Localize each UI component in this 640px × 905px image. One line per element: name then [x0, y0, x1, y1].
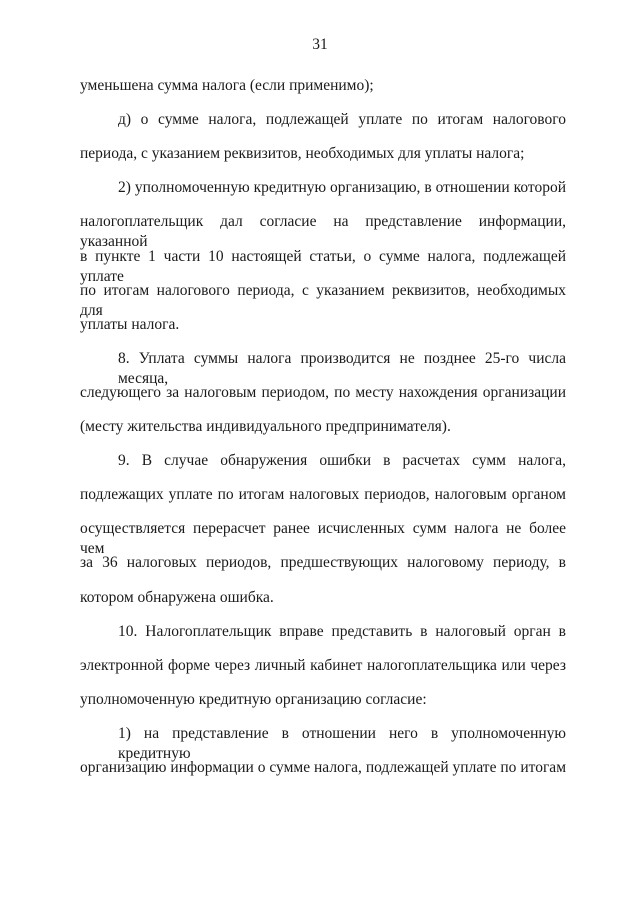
page-number: 31: [312, 36, 328, 53]
text-line: подлежащих уплате по итогам налоговых периодов, налоговым органом: [80, 486, 566, 504]
text-line: следующего за налоговым периодом, по месту нахождения организации: [80, 383, 566, 401]
text-line: 1) на представление в отношении него в уполномоченную кредитную: [118, 724, 566, 762]
text-line: уполномоченную кредитную организацию согласие:: [80, 690, 427, 708]
text-line: д) о сумме налога, подлежащей уплате по итогам налогового: [118, 111, 566, 129]
text-line: по итогам налогового периода, с указанием реквизитов, необходимых для: [80, 281, 566, 319]
text-line: 9. В случае обнаружения ошибки в расчетах сумм налога,: [118, 452, 566, 470]
text-line: котором обнаружена ошибка.: [80, 588, 274, 606]
text-line: уплаты налога.: [80, 315, 180, 333]
text-line: 8. Уплата суммы налога производится не позднее 25-го числа месяца,: [118, 349, 566, 387]
text-line: за 36 налоговых периодов, предшествующих налоговому периоду, в: [80, 554, 566, 572]
text-line: электронной форме через личный кабинет налогоплательщика или через: [80, 656, 566, 674]
text-line: осуществляется перерасчет ранее исчисленных сумм налога не более чем: [80, 520, 566, 558]
text-line: (месту жительства индивидуального предпринимателя).: [80, 418, 451, 435]
text-line: налогоплательщик дал согласие на представление информации, указанной: [80, 213, 566, 251]
text-line: периода, с указанием реквизитов, необходимых для уплаты налога;: [80, 145, 525, 163]
text-line: 10. Налогоплательщик вправе представить в налоговый орган в: [118, 622, 566, 640]
text-line: организацию информации о сумме налога, подлежащей уплате по итогам: [80, 759, 566, 776]
text-line: в пункте 1 части 10 настоящей статьи, о сумме налога, подлежащей уплате: [80, 247, 566, 285]
text-line: уменьшена сумма налога (если применимо);: [80, 77, 374, 94]
text-line: 2) уполномоченную кредитную организацию, в отношении которой: [118, 179, 566, 197]
